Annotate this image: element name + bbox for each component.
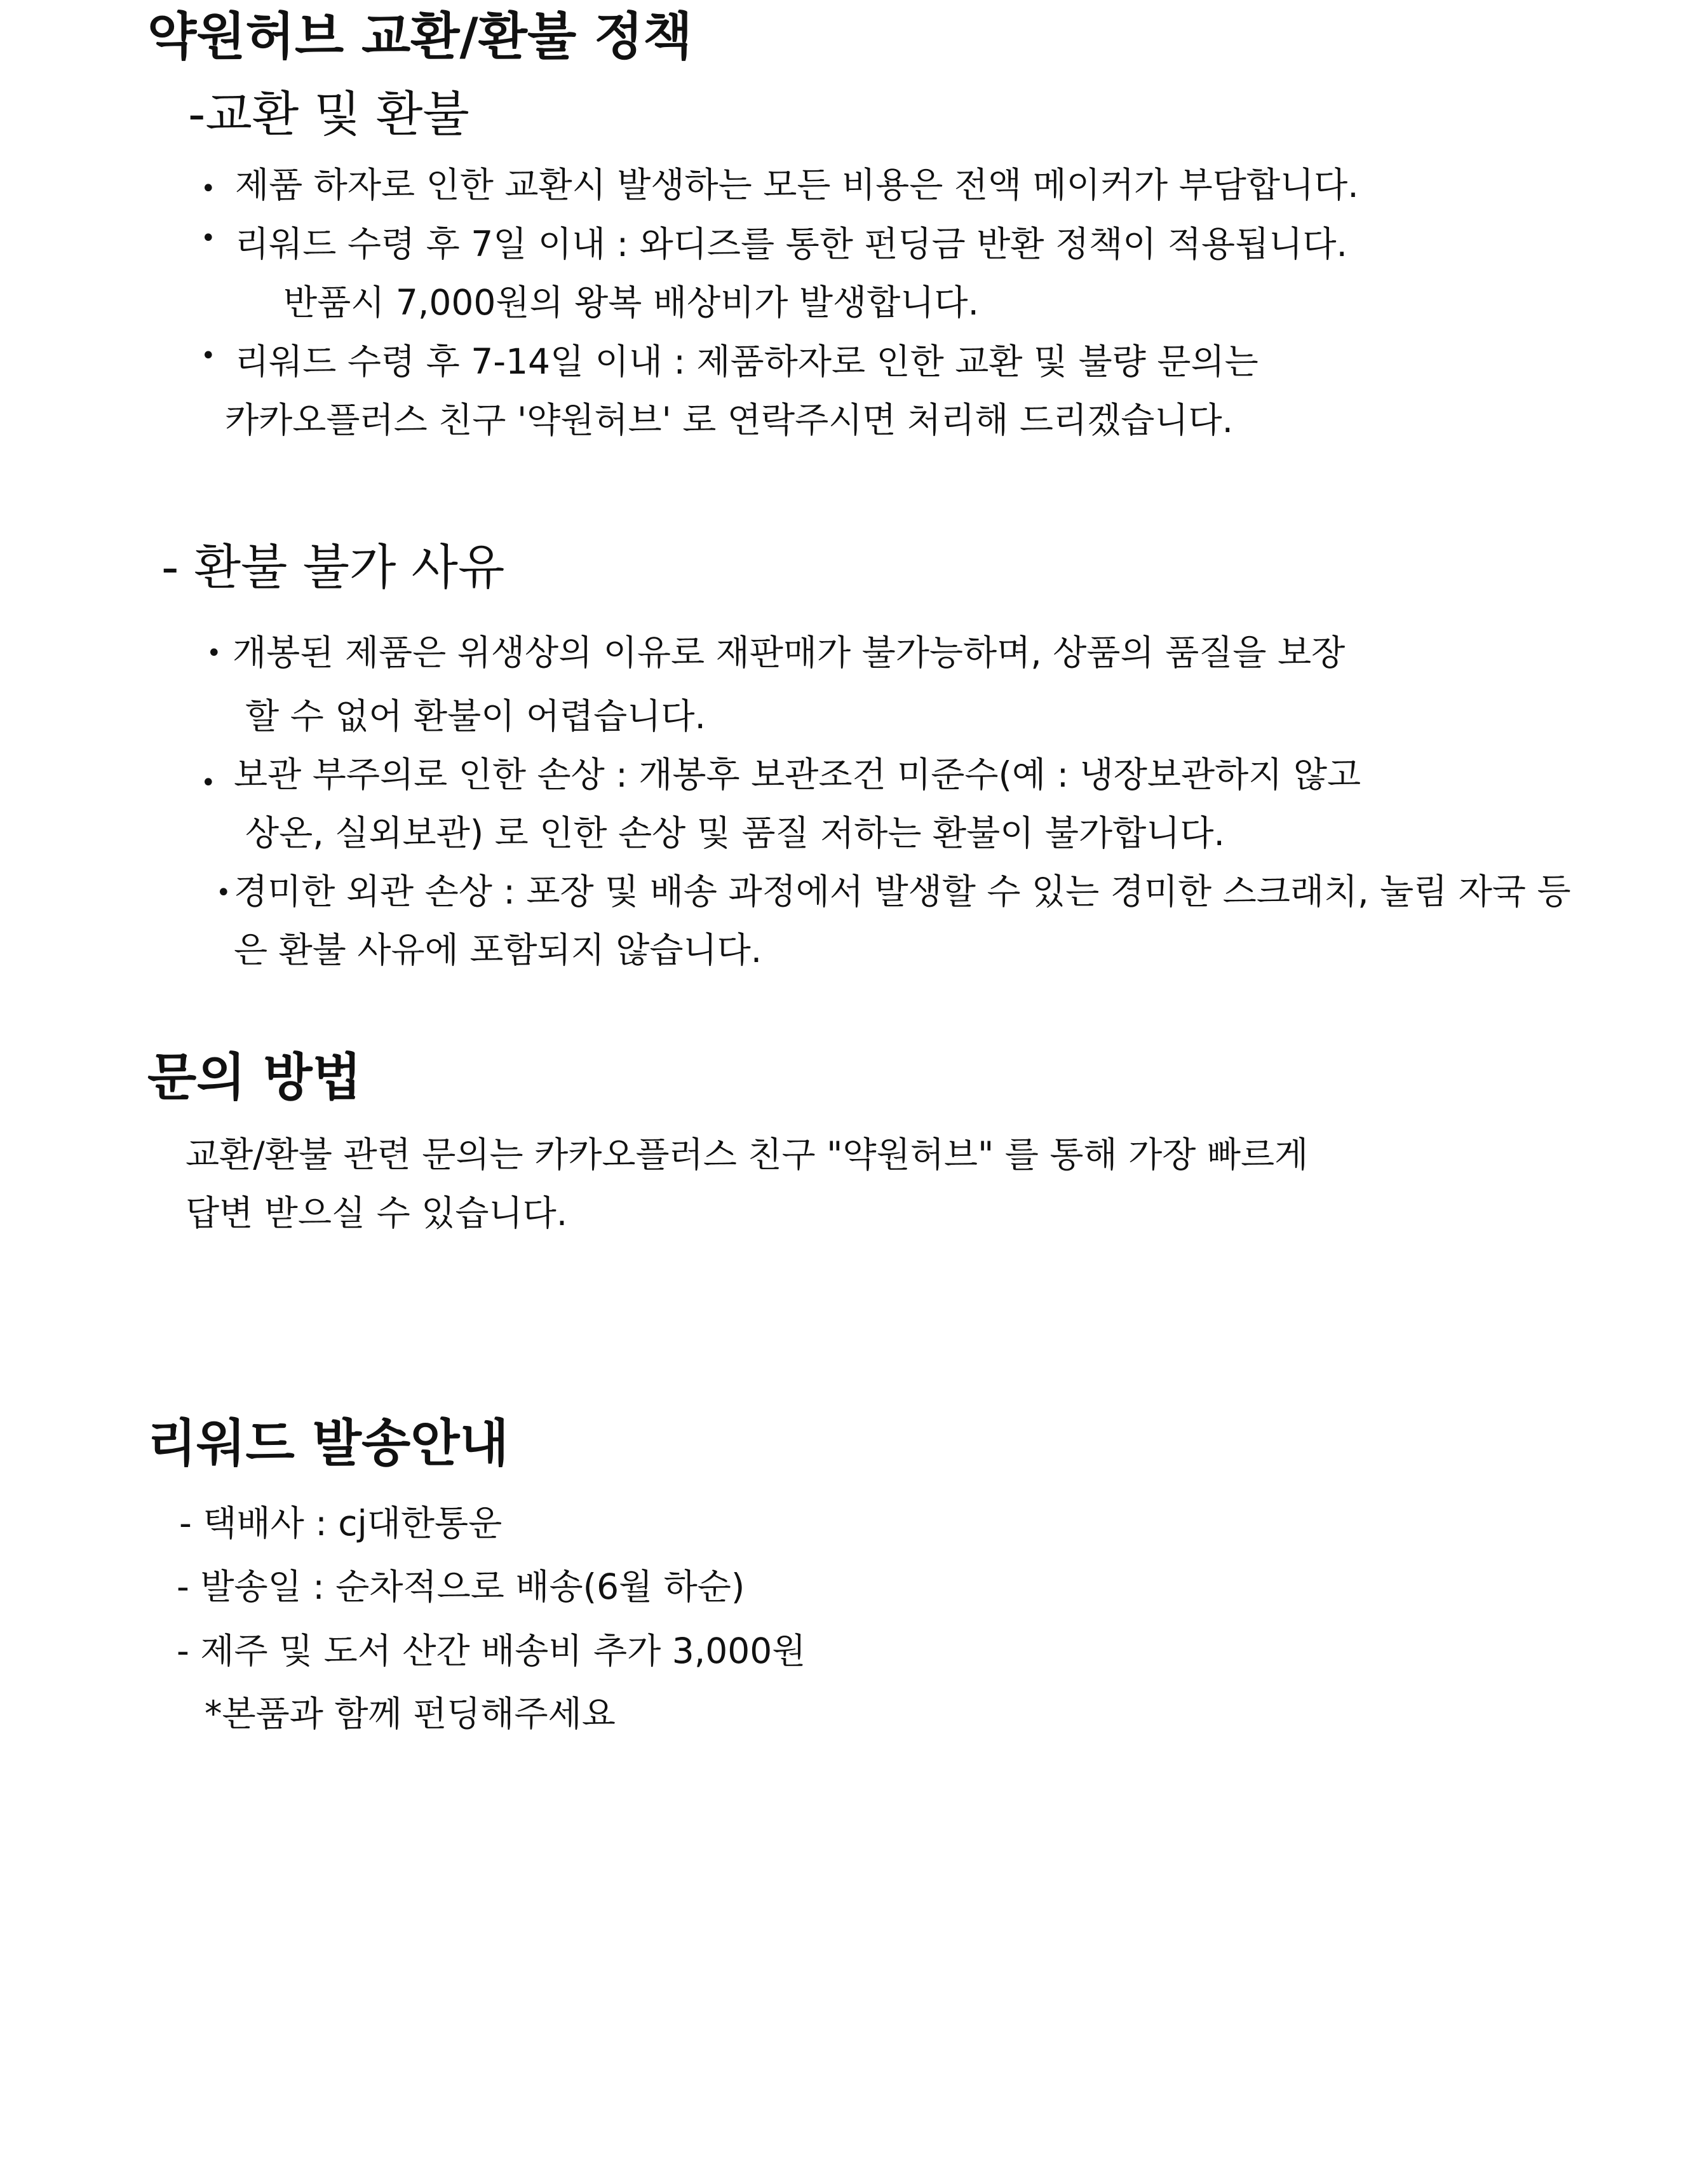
shipping-extra-fee: - 제주 및 도서 산간 배송비 추가 3,000원 [177, 1631, 806, 1671]
bullet-dot: • [201, 224, 216, 253]
policy-title: 약원허브 교환/환불 정책 [147, 7, 692, 66]
list-item-continuation: 카카오플러스 친구 '약원허브' 로 연락주시면 처리해 드리겠습니다. [225, 400, 1234, 440]
bullet-dot: • [206, 639, 222, 668]
bullet-dot: • [201, 174, 216, 203]
inquiry-title: 문의 방법 [147, 1048, 361, 1107]
shipping-courier: - 택배사 : cj대한통운 [179, 1503, 503, 1543]
list-item-continuation: 할 수 없어 환불이 어렵습니다. [245, 696, 706, 736]
list-item-continuation: 은 환불 사유에 포함되지 않습니다. [234, 930, 762, 970]
bullet-dot: • [201, 768, 216, 797]
list-item-continuation: 반품시 7,000원의 왕복 배상비가 발생합니다. [283, 282, 979, 323]
shipping-date: - 발송일 : 순차적으로 배송(6월 하순) [177, 1566, 745, 1607]
shipping-note: *본품과 함께 펀딩해주세요 [205, 1693, 616, 1734]
list-item: 리워드 수령 후 7-14일 이내 : 제품하자로 인한 교환 및 불량 문의는 [235, 341, 1258, 382]
shipping-title: 리워드 발송안내 [147, 1414, 509, 1473]
bullet-dot: • [201, 341, 216, 370]
list-item: 개봉된 제품은 위생상의 이유로 재판매가 불가능하며, 상품의 품질을 보장 [233, 632, 1346, 673]
list-item: 경미한 외관 손상 : 포장 및 배송 과정에서 발생할 수 있는 경미한 스크래치, 눌림 자국 등 [234, 871, 1571, 912]
exchange-heading: -교환 및 환불 [188, 86, 469, 142]
list-item: 리워드 수령 후 7일 이내 : 와디즈를 통한 펀딩금 반환 정책이 적용됩니다. [235, 224, 1347, 264]
list-item: 제품 하자로 인한 교환시 발생하는 모든 비용은 전액 메이커가 부담합니다. [235, 165, 1359, 205]
inquiry-text-continuation: 답변 받으실 수 있습니다. [186, 1193, 568, 1233]
list-item-continuation: 상온, 실외보관) 로 인한 손상 및 품질 저하는 환불이 불가합니다. [245, 813, 1225, 853]
no-refund-heading: - 환불 불가 사유 [161, 539, 505, 595]
list-item: 보관 부주의로 인한 손상 : 개봉후 보관조건 미준수(예 : 냉장보관하지 않고 [234, 754, 1361, 795]
inquiry-text: 교환/환불 관련 문의는 카카오플러스 친구 "약원허브" 를 통해 가장 빠르게 [186, 1134, 1309, 1175]
bullet-dot: • [216, 878, 231, 907]
